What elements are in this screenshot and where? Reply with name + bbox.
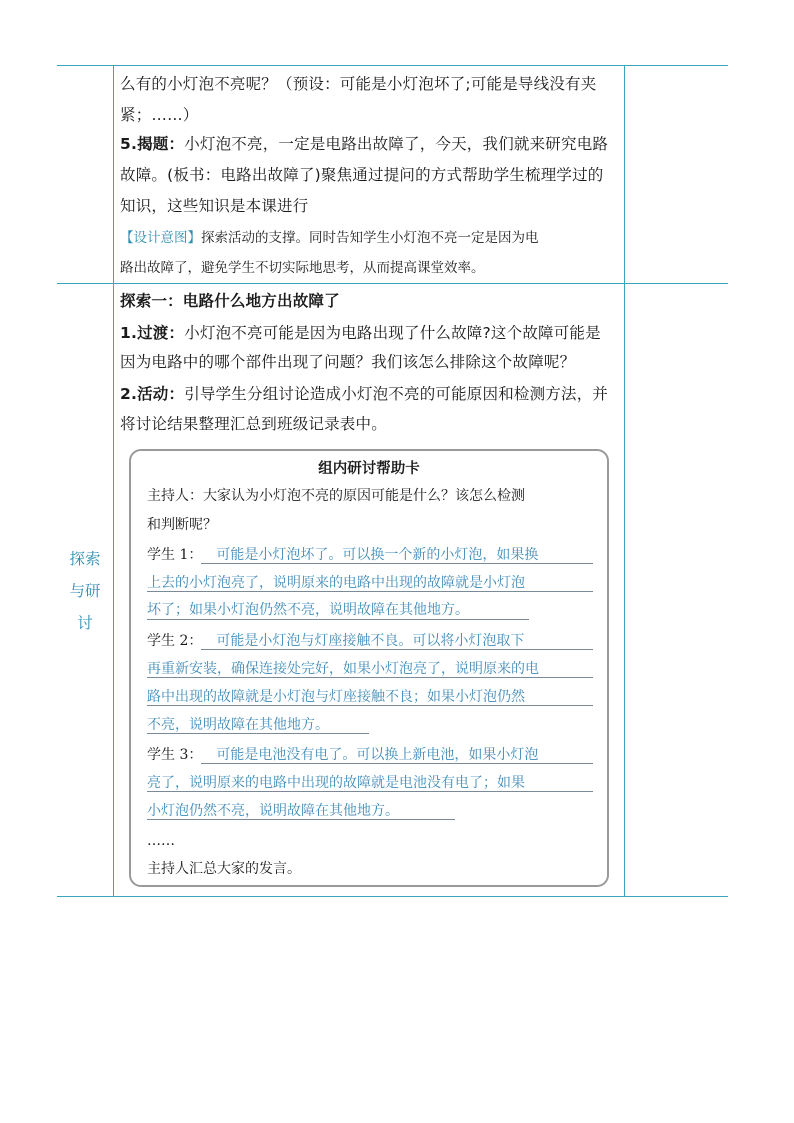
item5-line2: 故障。(板书：电路出故障了)聚焦通过提问的方式帮助学生梳理学过的 bbox=[120, 166, 604, 184]
host-question-line1: 主持人：大家认为小灯泡不亮的原因可能是什么？该怎么检测 bbox=[147, 488, 525, 504]
stage-label-line2: 与研 bbox=[69, 582, 101, 600]
answer-underline bbox=[147, 591, 593, 592]
answer-underline bbox=[147, 705, 593, 706]
column-rule-left bbox=[113, 65, 114, 897]
student2-line1 bbox=[147, 627, 524, 656]
student2-answer-2: 再重新安装，确保连接处完好，如果小灯泡亮了，说明原来的电 bbox=[147, 661, 539, 677]
host-summary: 主持人汇总大家的发言。 bbox=[147, 861, 301, 877]
item1-line2: 因为电路中的哪个部件出现了问题？我们该怎么排除这个故障呢？ bbox=[120, 353, 576, 371]
table-top-rule bbox=[57, 65, 728, 66]
item2-text: 引导学生分组讨论造成小灯泡不亮的可能原因和检测方法，并 bbox=[184, 385, 609, 403]
column-rule-right bbox=[624, 65, 625, 897]
stage-label-line3: 讨 bbox=[77, 614, 93, 632]
item2-line2: 将讨论结果整理汇总到班级记录表中。 bbox=[120, 415, 387, 433]
student3-line1 bbox=[147, 741, 538, 770]
table-bottom-rule bbox=[57, 896, 728, 897]
item5-text: 小灯泡不亮，一定是电路出故障了，今天，我们就来研究电路 bbox=[184, 135, 609, 153]
student2-answer-4: 不亮，说明故障在其他地方。 bbox=[147, 717, 329, 733]
ellipsis: …… bbox=[147, 833, 175, 849]
student2-answer-1: 可能是小灯泡与灯座接触不良。可以将小灯泡取下 bbox=[216, 633, 525, 649]
row1-line2: 紧；……） bbox=[120, 106, 199, 124]
row1-line1: 么有的小灯泡不亮呢？（预设：可能是小灯泡坏了;可能是导线没有夹 bbox=[120, 75, 597, 93]
discussion-card bbox=[129, 449, 609, 887]
answer-underline bbox=[147, 733, 369, 734]
answer-underline bbox=[147, 819, 455, 820]
answer-underline bbox=[147, 791, 593, 792]
student1-answer-3: 坏了；如果小灯泡仍然不亮，说明故障在其他地方。 bbox=[147, 602, 469, 618]
student2-label: 学生 2： bbox=[147, 633, 203, 649]
student3-answer-3: 小灯泡仍然不亮，说明故障在其他地方。 bbox=[147, 803, 399, 819]
card-title: 组内研讨帮助卡 bbox=[318, 461, 420, 477]
student2-answer-3: 路中出现的故障就是小灯泡与灯座接触不良；如果小灯泡仍然 bbox=[147, 689, 525, 705]
design-intent-text: 探索活动的支撑。同时告知学生小灯泡不亮一定是因为电 bbox=[201, 230, 539, 246]
design-intent-line2: 路出故障了，避免学生不切实际地思考，从而提高课堂效率。 bbox=[120, 260, 485, 276]
answer-underline bbox=[201, 763, 593, 764]
design-intent-tag: 【设计意图】 bbox=[120, 230, 201, 246]
item5-line1 bbox=[120, 129, 618, 160]
answer-underline bbox=[147, 677, 593, 678]
section-heading: 探索一：电路什么地方出故障了 bbox=[120, 292, 340, 310]
student1-label: 学生 1： bbox=[147, 547, 203, 563]
student3-answer-2: 亮了，说明原来的电路中出现的故障就是电池没有电了；如果 bbox=[147, 775, 525, 791]
answer-underline bbox=[201, 563, 593, 564]
student3-answer-1: 可能是电池没有电了。可以换上新电池，如果小灯泡 bbox=[216, 747, 539, 763]
host-question-line2: 和判断呢？ bbox=[147, 517, 217, 533]
row-divider-rule bbox=[57, 283, 728, 284]
item2-line1 bbox=[120, 379, 618, 410]
answer-underline bbox=[201, 649, 593, 650]
item5-line3: 知识，这些知识是本课进行 bbox=[120, 197, 309, 215]
student1-answer-2: 上去的小灯泡亮了，说明原来的电路中出现的故障就是小灯泡 bbox=[147, 575, 525, 591]
answer-underline bbox=[147, 619, 529, 620]
item2-label: 2.活动： bbox=[120, 385, 185, 403]
item1-label: 1.过渡： bbox=[120, 324, 185, 342]
student1-line1 bbox=[147, 541, 538, 570]
student1-answer-1: 可能是小灯泡坏了。可以换一个新的小灯泡，如果换 bbox=[216, 547, 539, 563]
item5-label: 5.揭题： bbox=[120, 135, 185, 153]
item1-line1 bbox=[120, 318, 618, 349]
design-intent-line1 bbox=[120, 223, 620, 253]
stage-label-line1: 探索 bbox=[69, 550, 101, 568]
student3-label: 学生 3： bbox=[147, 747, 203, 763]
stage-label bbox=[57, 543, 113, 639]
item1-text: 小灯泡不亮可能是因为电路出现了什么故障?这个故障可能是 bbox=[184, 324, 601, 342]
